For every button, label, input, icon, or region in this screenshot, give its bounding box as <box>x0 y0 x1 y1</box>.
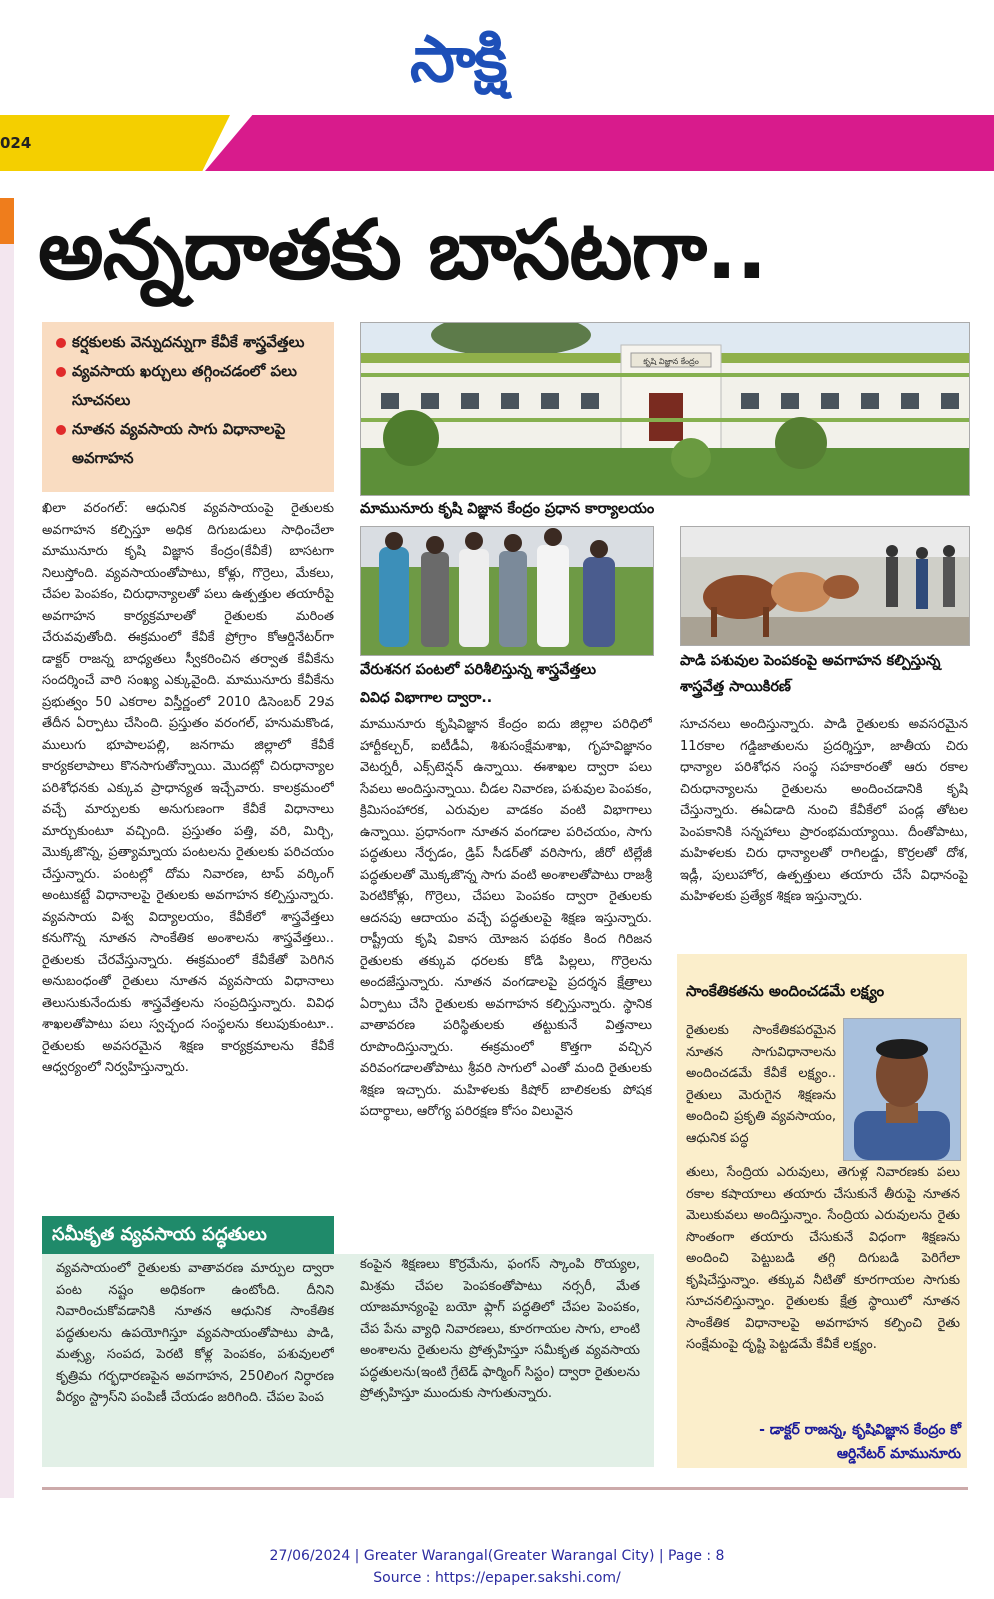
photo-left-caption: వేరుశనగ పంటలో పరిశీలిస్తున్న శాస్త్రవేత్తలు <box>360 662 597 678</box>
date-band-yellow <box>0 115 230 171</box>
bullet-icon <box>56 367 66 377</box>
column2-subhead: వివిధ విభాగాల ద్వారా.. <box>360 690 493 706</box>
sakshi-logo: సాక్షి <box>410 23 506 97</box>
integrated-farming-heading: సమీకృత వ్యవసాయ పద్ధతులు <box>42 1216 334 1254</box>
integrated-right-text: కంపైన శిక్షణలు కొర్రమేను, ఫంగస్‌ స్కాంపి రొయ్యల, మిశ్రమ చేపల పెంపకంతోపాటు నర్సరీ, మేత యాజమాన్యంపై బయో ఫ్లాగ్‌ పద్ధతిలో చేపల పెంపకం, చేప పేను వ్యాధి నివారణలు, కూరగాయల సాగు, లాంటి అంశాలను రైతులను ప్రోత్సహిస్తూ సమీకృత వ్యవసాయ పద్ధతులను(ఇంటి గ్రేటెడ్‌ ఫార్మింగ్‌ సిస్టం) ద్వారా రైతులను ప్రోత్సహిస్తూ ముందుకు సాగుతున్నారు. <box>360 1257 640 1401</box>
footer-date-line: 27/06/2024 | Greater Warangal(Greater Warangal City) | Page : 8 <box>269 1548 725 1564</box>
page-left-edge <box>0 198 14 1498</box>
main-photo-caption: మామునూరు కృషి విజ్ఞాన కేంద్రం ప్రధాన కార్యాలయం <box>360 501 655 517</box>
bullet-icon <box>56 338 66 348</box>
sidebar-heading: సాంకేతికతను అందించడమే లక్ష్యం <box>686 982 885 1000</box>
sidebar-byline: - డాక్టర్‌ రాజన్న, కృషివిజ్ఞాన కేంద్రం కో ఆర్డినేటర్‌ మామునూరు <box>759 1422 961 1462</box>
main-photo-building <box>360 322 970 496</box>
highlight-item: కర్షకులకు వెన్నుదన్నుగా కేవీకే శాస్త్రవేత్తలు <box>52 328 324 357</box>
photo-cattle <box>680 526 970 646</box>
building-sign-text: కృషి విజ్ఞాన కేంద్రం <box>643 357 699 366</box>
bottom-rule <box>42 1487 968 1490</box>
highlight-item: నూతన వ్యవసాయ సాగు విధానాలపై అవగాహన <box>52 415 324 473</box>
edge-marker <box>0 198 14 244</box>
headline: అన్నదాతకు బాసటగా.. <box>38 203 767 298</box>
sidebar-lead-text: రైతులకు సాంకేతికపరమైన నూతన సాగువిధానాలను అందించడమే కేవీకే లక్ష్యం.. రైతులు మెరుగైన శిక్షణను అందించి ప్రకృతి వ్యవసాయం, ఆధునిక పద్ధ <box>686 1023 836 1146</box>
photo-scientists-groundnut <box>360 526 654 656</box>
integrated-left-text: వ్యవసాయంలో రైతులకు వాతావరణ మార్పుల ద్వారా పంట నష్టం అధికంగా ఉంటోంది. దీనిని నివారించుకోవడానికి నూతన ఆధునిక సాంకేతిక పద్ధతులను ఉపయోగిస్తూ వ్యవసాయంతోపాటు పాడి, మత్స్య, సంపద, పెరటి కోళ్ల పెంపకం, పశువులలో కృత్రిమ గర్భధారణపైన అవగాహన, 250లింగ నిర్ధారణ వీర్యం స్ట్రాస్‌ని పంపిణీ చేయడం జరిగింది. చేపల పెంప <box>56 1261 334 1405</box>
sidebar-body-text: తులు, సేంద్రియ ఎరువులు, తెగుళ్ల నివారణకు పలు రకాల కషాయాలు తయారు చేసుకునే తీరుపై నూతన మెలుకువలు అందిస్తున్నాం. సేంద్రియ ఎరువులను రైతు సొంతంగా తయారు చేసుకునే విధంగా శిక్షణను అందించి పెట్టుబడి తగ్గి దిగుబడి పెరిగేలా కృషిచేస్తున్నాం. తక్కువ నీటితో కూరగాయల సాగుకు సూచనలిస్తున్నాం. రైతులకు క్షేత్ర స్థాయిలో నూతన సాంకేతిక విధానాలపై అవగాహన కల్పించి రైతు సంక్షేమంపై దృష్టి పెట్టడమే కేవీకే లక్ష్యం. <box>686 1165 960 1352</box>
article-column-3: సూచనలు అందిస్తున్నారు. పాడి రైతులకు అవసరమైన 11రకాల గడ్డిజాతులను ప్రదర్శిస్తూ, జాతీయ చిరు ధాన్యాల పరిశోధన సంస్థ సహకారంతో ఆరు రకాల చిరుధాన్యాలను రైతులను అందించడానికి కృషి చేస్తున్నారు. ఈఏడాది నుంచి కేవీకేలో పండ్ల తోటల పెంపకానికి సన్నహాలు ప్రారంభమయ్యాయి. దీంతోపాటు, మహిళలకు చిరు ధాన్యాలతో రాగిలడ్డు, కొర్రలతో దోశ, ఇడ్లీ, పులుహోర, ఉత్పత్తులు తయారు చేసే విధానంపై మహిళలకు ప్రత్యేక శిక్షణ ఇస్తున్నారు. <box>680 717 968 904</box>
highlights-box <box>42 322 334 492</box>
bullet-icon <box>56 425 66 435</box>
highlight-item: వ్యవసాయ ఖర్చులు తగ్గించడంలో పలు సూచనలు <box>52 357 324 415</box>
portrait-photo <box>843 1018 961 1161</box>
article-column-2: మామునూరు కృషివిజ్ఞాన కేంద్రం ఐదు జిల్లాల పరిధిలో హార్టీకల్చర్‌, ఐటీడీఏ, శిశుసంక్షేమశాఖ, గృహవిజ్ఞానం వెటర్నరీ, ఎక్స్‌టెన్షన్‌ ఉన్నాయి. ఈశాఖల ద్వారా పలు సేవలు అందిస్తున్నాయి. చీడల నివారణ, పశువుల పెంపకం, క్రిమిసంహారక, ఎరువుల వాడకం వంటి విభాగాలు ఉన్నాయి. ప్రధానంగా నూతన వంగడాల పరిచయం, సాగు పద్ధతులు నేర్పడం, డ్రిప్‌ సీడర్‌తో వరిసాగు, జీరో టిల్లేజీ పద్ధతులతో మొక్కజొన్న సాగు వంటి అంశాలతోపాటు రాజశ్రీ పెరటికోళ్లు, గొర్రెలు, చేపలు పెంపకం ద్వారా రైతులకు ఆదనపు ఆదాయం వచ్చే పద్ధతులపై శిక్షణ ఇస్తున్నారు. రాష్ట్రీయ కృషి వికాస యోజన పథకం కింద గిరిజన రైతులకు తక్కువ ధరలకు కోడి పిల్లలు, గొర్రెలను అందజేస్తున్నారు. నూతన వంగడాలపై ప్రదర్శన క్షేత్రాలు ఏర్పాటు చేసి రైతులకు అవగాహన కల్పిస్తున్నారు. స్థానిక వాతావరణ పరిస్థితులకు తట్టుకునే విత్తనాలు రూపొందిస్తున్నారు. ఈక్రమంలో కొత్తగా వచ్చిన వరివంగడాలతోపాటు శ్రీవరి సాగులో ఎంతో మంది రైతులకు శిక్షణ ఇచ్చారు. మహిళలకు కిషోర్‌ బాలికలకు పోషక పదార్థాలు, ఆరోగ్య పరిరక్షణ కోసం విలువైన <box>360 717 652 1119</box>
article-column-1: ఖిలా వరంగల్‌: ఆధునిక వ్యవసాయంపై రైతులకు అవగాహన కల్పిస్తూ అధిక దిగుబడులు సాధించేలా మామునూరు కృషి విజ్ఞాన కేంద్రం(కేవీకే) బాసటగా నిలుస్తోంది. వ్యవసాయంతోపాటు, కోళ్లు, గొర్రెలు, మేకలు, చేపల పెంపకం, చిరుధాన్యాలతో పలు ఉత్పత్తుల తయారీపై అవగాహన కార్యక్రమాలతో రైతులకు మరింత చేరువవుతోంది. ఈక్రమంలో కేవీకే ప్రోగ్రాం కోఆర్డినేటర్‌గా డాక్టర్‌ రాజన్న బాధ్యతలు స్వీకరించిన తర్వాత కేవీకేను సందర్శించే వారి సంఖ్య ఎక్కువైంది. మామునూరు కేవీకేను ప్రభుత్వం 50 ఎకరాల విస్తీర్ణంలో 2010 డిసెంబర్‌ 29వ తేదీన ఏర్పాటు చేసింది. ప్రస్తుతం వరంగల్‌, హనుమకొండ, ములుగు భూపాలపల్లి, జనగామ జిల్లాలో కేవీకే కార్యకలాపాలు కొనసాగుతోన్నాయి. మొదట్లో చిరుధాన్యాల పరిశోధనకు ఎక్కువ ప్రాధాన్యత ఇచ్చేవారు. కాలక్రమంలో వచ్చే మార్పులకు అనుగుణంగా కేవీకే విధానాలు మార్చుకుంటూ వచ్చింది. ప్రస్తుతం పత్తి, వరి, మిర్చి, మొక్కజొన్న, ప్రత్యామ్నాయ పంటలను రైతులకు పరిచయం చేస్తున్నారు. పంటల్లో దోమ నివారణ, టాప్‌ వర్కింగ్‌ అంటుకట్టే విధానాలపై రైతులకు అవగాహన కల్పిస్తున్నారు. వ్యవసాయ విశ్వ విద్యాలయం, కేవీకేలో శాస్త్రవేత్తలు కనుగొన్న నూతన సాంకేతిక అంశాలను శాస్త్రవేత్తలు.. రైతులకు చేరవేస్తున్నారు. ఈక్రమంలో కేవీకేతో పెరిగిన అనుబంధంతో రైతులు నూతన వ్యవసాయ విధానాలు తెలుసుకునేందుకు శాస్త్రవేత్తలను సంప్రదిస్తున్నారు. వివిధ శాఖలతోపాటు పలు స్వచ్ఛంద సంస్థలను కలుపుకుంటూ.. రైతులకు అవసరమైన శిక్షణ కార్యక్రమాలను కేవీకే ఆధ్వర్యంలో నిర్వహిస్తున్నారు. <box>42 501 334 1075</box>
photo-right-caption: పాడి పశువుల పెంపకంపై అవగాహన కల్పిస్తున్న శాస్త్రవేత్త సాయికిరణ్‌ <box>680 653 941 695</box>
footer-source-line: Source : https://epaper.sakshi.com/ <box>373 1570 621 1586</box>
date-fragment: 024 <box>0 134 32 152</box>
date-band-magenta <box>205 115 994 171</box>
